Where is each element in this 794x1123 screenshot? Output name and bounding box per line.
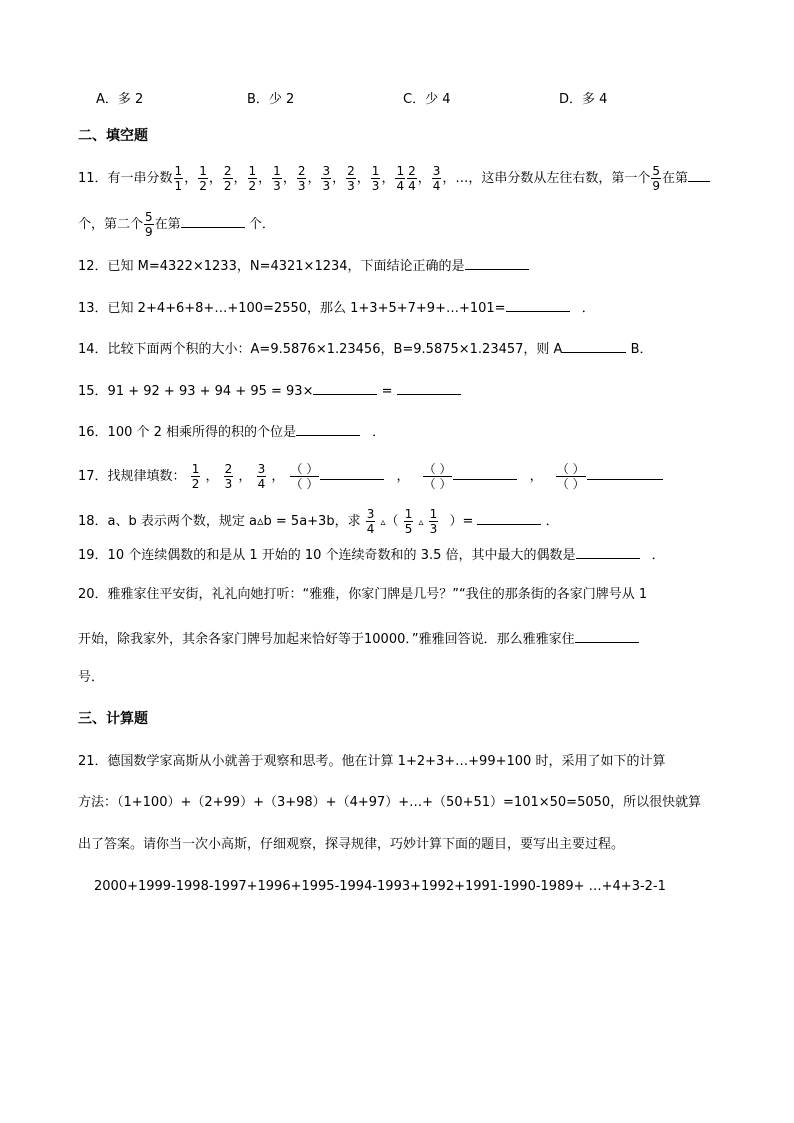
fraction: $\frac{1}{5}$ <box>404 507 413 536</box>
question-21-cont: 方法：（1+100）+（2+99）+（3+98）+（4+97）+…+（50+51）=101×50=5050，所以很快就算 <box>78 795 702 810</box>
q18-end: ． <box>545 514 559 529</box>
option-d: D．多 4 <box>559 92 608 107</box>
fraction: $\frac{3}{4}$ <box>366 507 375 536</box>
q17-prefix: 17．找规律填数： <box>78 469 186 484</box>
comma: ， <box>282 171 296 186</box>
q11-after-second: 在第 <box>154 217 181 232</box>
fraction: $\frac{1}{4}$ <box>396 164 405 193</box>
fraction: $\frac{2}{3}$ <box>224 462 233 491</box>
answer-blank[interactable] <box>320 466 384 480</box>
q11-line2-start: 个，第二个 <box>78 217 144 232</box>
comma: ， <box>307 171 321 186</box>
fraction: $\frac{5}{9}$ <box>145 210 153 239</box>
answer-blank[interactable] <box>181 214 245 228</box>
question-21-cont2: 出了答案。请你当一次小高斯，仔细观察，探寻规律，巧妙计算下面的题目，要写出主要过程。 <box>78 837 625 852</box>
comma: ， <box>233 171 247 186</box>
question-20-cont <box>78 629 639 648</box>
q12-text: 12．已知 M=4322×1233，N=4321×1234，下面结论正确的是 <box>78 259 465 274</box>
answer-blank[interactable] <box>296 422 360 436</box>
q11-prefix: 11．有一串分数 <box>78 171 173 186</box>
fraction: $\frac{1}{1}$ <box>174 164 183 193</box>
answer-blank[interactable] <box>465 256 529 270</box>
answer-blank[interactable] <box>477 511 541 525</box>
fraction: $\frac{3}{4}$ <box>432 164 441 193</box>
question-21: 21．德国数学家高斯从小就善于观察和思考。他在计算 1+2+3+…+99+100 时，采用了如下的计算 <box>78 754 666 769</box>
comma: ， <box>208 171 222 186</box>
q11-mid: ，…，这串分数从左往右数，第一个 <box>442 171 651 186</box>
answer-blank[interactable] <box>562 339 626 353</box>
question-11 <box>78 164 710 193</box>
answer-blank[interactable] <box>587 466 663 480</box>
q21-expression: 2000+1999-1998-1997+1996+1995-1994-1993+1992+1991-1990-1989+ …+4+3-2-1 <box>94 879 666 894</box>
comma: ， <box>417 171 431 186</box>
question-14 <box>78 339 653 358</box>
question-15 <box>78 381 461 400</box>
question-20: 20．雅雅家住平安街，礼礼向她打听：“雅雅，你家门牌是几号？”“我住的那条街的各家门牌号从 1 <box>78 587 648 602</box>
comma: ， <box>381 171 395 186</box>
q16-end: ． <box>372 425 386 440</box>
q19-text: 19．10 个连续偶数的和是从 1 开始的 10 个连续奇数和的 3.5 倍，其中最大的偶数是 <box>78 548 576 563</box>
section-title-fill-blank: 二、填空题 <box>78 128 148 144</box>
comma: ， <box>356 171 370 186</box>
fraction: $\frac{2}{3}$ <box>347 164 355 193</box>
q14-text: 14．比较下面两个积的大小：A=9.5876×1.23456，B=9.5875×1.23457，则 A <box>78 342 563 357</box>
fraction: $\frac{2}{4}$ <box>408 164 416 193</box>
answer-blank[interactable] <box>506 298 570 312</box>
answer-blank[interactable] <box>453 466 517 480</box>
q19-end: ． <box>651 548 665 563</box>
fraction: $\frac{3}{3}$ <box>322 164 331 193</box>
section-title-calculation: 三、计算题 <box>78 711 148 727</box>
fraction: $\frac{3}{4}$ <box>257 462 266 491</box>
option-a: A．多 2 <box>96 92 144 107</box>
comma: ， <box>184 171 198 186</box>
answer-blank[interactable] <box>397 381 461 395</box>
comma: ， <box>258 171 272 186</box>
answer-blank[interactable] <box>576 545 640 559</box>
fraction: $\frac{2}{3}$ <box>297 164 306 193</box>
answer-blank[interactable] <box>688 168 710 182</box>
fraction: $\frac{1}{3}$ <box>429 507 438 536</box>
triangle-operator: ▵ <box>380 517 386 528</box>
q15-text: 15．91 + 92 + 93 + 94 + 95 = 93× <box>78 384 314 399</box>
question-18: 18．a、b 表示两个数，规定 a▵b = 5a+3b，求 $\frac{3}{4}$ ▵（ $\frac{1}{5}$ ▵ $\frac{1}{3}$ ）= ． <box>78 507 559 536</box>
q13-text: 13．已知 2+4+6+8+…+100=2550，那么 1+3+5+7+9+…+101= <box>78 301 506 316</box>
fraction: $\frac{1}{3}$ <box>371 164 380 193</box>
q14-end: B． <box>630 342 653 357</box>
q20-line2: 开始，除我家外，其余各家门牌号加起来恰好等于10000．”雅雅回答说．那么雅雅家住 <box>78 632 575 647</box>
fraction: $\frac{1}{2}$ <box>199 164 207 193</box>
question-17: 17．找规律填数： $\frac{1}{2}$ ， $\frac{2}{3}$ ， $\frac{3}{4}$ ， $\frac{( )}{( )}$ ， $\frac{( )}{( )}$ ， $\frac{( )}{( )}$ <box>78 462 663 491</box>
answer-blank[interactable] <box>313 381 377 395</box>
bracket-fraction: $\frac{( )}{( )}$ <box>556 462 585 491</box>
answer-blank[interactable] <box>575 629 639 643</box>
question-12 <box>78 256 529 275</box>
fraction: $\frac{1}{2}$ <box>191 462 200 491</box>
fraction: $\frac{1}{3}$ <box>273 164 281 193</box>
question-13 <box>78 298 595 317</box>
q16-text: 16．100 个 2 相乘所得的积的个位是 <box>78 425 297 440</box>
q11-after-first: 在第 <box>662 171 689 186</box>
q13-end: ． <box>581 301 595 316</box>
bracket-fraction: $\frac{( )}{( )}$ <box>290 462 319 491</box>
question-20-end: 号． <box>78 670 105 685</box>
q18-prefix: 18．a、b 表示两个数，规定 a▵b = 5a+3b，求 <box>78 514 361 529</box>
triangle-operator: ▵ <box>418 517 424 528</box>
bracket-fraction: $\frac{( )}{( )}$ <box>423 462 452 491</box>
q11-fraction-list <box>173 164 443 193</box>
fraction: $\frac{1}{2}$ <box>248 164 257 193</box>
q15-equals: = <box>381 384 393 399</box>
option-b: B．少 2 <box>247 92 295 107</box>
comma: ， <box>332 171 346 186</box>
fraction: $\frac{2}{2}$ <box>223 164 232 193</box>
fraction: $\frac{5}{9}$ <box>652 164 661 193</box>
question-11-cont <box>78 210 275 239</box>
option-c: C．少 4 <box>403 92 451 107</box>
question-19 <box>78 545 665 564</box>
question-16 <box>78 422 385 441</box>
q11-end: 个． <box>248 217 275 232</box>
